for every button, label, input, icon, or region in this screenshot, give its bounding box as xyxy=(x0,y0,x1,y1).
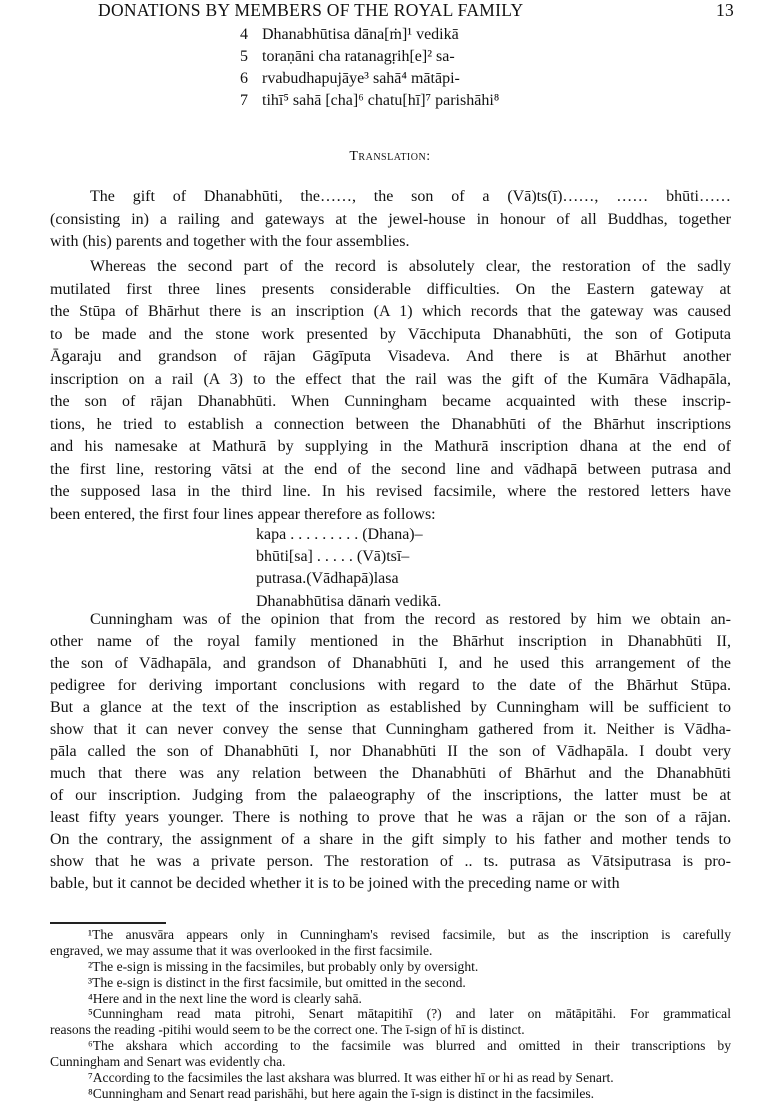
footnote-line: ¹The anusvāra appears only in Cunningham's revised facsimile, but as the inscription is carefully xyxy=(88,927,731,942)
footnote-line: ⁷According to the facsimiles the last akshara was blurred. It was either hī or hi as read by Senart. xyxy=(88,1070,614,1086)
restored-line: putrasa.(Vādhapā)lasa xyxy=(256,570,399,588)
text-line: pāla called the son of Dhanabhūti I, nor Dhanabhūti II the son of Vādhapāla. I doubt very xyxy=(50,743,731,760)
text-line: Āgaraju and grandson of rājan Gāgīputa Visadeva. And there is at Bhārhut another xyxy=(50,348,731,365)
footnote-line: ²The e-sign is missing in the facsimiles, but probably only by oversight. xyxy=(88,958,479,974)
text-line: other name of the royal family mentioned in the Bhārhut inscription in Dhanabhūti II, xyxy=(50,633,731,650)
footnote-line: ³The e-sign is distinct in the first facsimile, but omitted in the second. xyxy=(88,974,466,990)
text-line: the supposed lasa in the third line. In his revised facsimile, where the restored letters have xyxy=(50,483,731,500)
text-line: The gift of Dhanabhūti, the……, the son of a (Vā)ts(ī)……, …… bhūti…… xyxy=(90,188,731,205)
footnote-line: ⁴Here and in the next line the word is clearly sahā. xyxy=(88,990,362,1006)
running-title: DONATIONS BY MEMBERS OF THE ROYAL FAMILY xyxy=(98,0,524,20)
text-line: the Stūpa of Bhārhut there is an inscription (A 1) which records that the gateway was caused xyxy=(50,303,731,320)
inscription-line xyxy=(240,46,499,68)
text-line: But a glance at the text of the inscription as established by Cunningham will be sufficient to xyxy=(50,699,731,716)
text-line: been entered, the first four lines appear therefore as follows: xyxy=(50,505,436,523)
text-line: show that he was a private person. The restoration of .. ts. putrasa as Vātsiputrasa is pro- xyxy=(50,853,731,870)
text-line: the son of Vādhapāla, and grandson of Dhanabhūti I, and he used this arrangement of the xyxy=(50,655,731,672)
footnote-rule xyxy=(50,922,166,924)
footnotes xyxy=(50,927,731,1102)
inscription-line xyxy=(240,24,499,46)
text-line: show that it can never convey the sense that Cunningham gathered from it. Neither is Vādha- xyxy=(50,721,731,738)
restored-line: kapa . . . . . . . . . (Dhana)– xyxy=(256,526,423,543)
text-line: tions, he tried to establish a connection between the Dhanabhūti of the Bhārhut inscriptions xyxy=(50,415,731,433)
inscription-text xyxy=(240,24,499,112)
restored-line: bhūti[sa] . . . . . (Vā)tsī– xyxy=(256,548,410,566)
translation-heading: Translation: xyxy=(349,149,431,164)
text-line: much that there was any relation between the Dhanabhūti of Bhārhut and the Dhanabhūti xyxy=(50,765,731,782)
text-line: and his namesake at Mathurā by supplying in the Mathurā inscription dhana at the end of xyxy=(50,438,731,455)
inscription-line-text: Dhanabhūtisa dāna[ṁ]¹ vedikā xyxy=(262,26,459,43)
restored-lines-block xyxy=(256,524,441,613)
line-number: 7 xyxy=(240,92,248,109)
line-number: 4 xyxy=(240,26,248,43)
line-number: 5 xyxy=(240,48,248,65)
paragraph-argument xyxy=(50,609,731,895)
line-number: 6 xyxy=(240,70,248,87)
inscription-line-text: tihī⁵ sahā [cha]⁶ chatu[hī]⁷ parishāhi⁸ xyxy=(262,92,500,109)
paragraph-discussion xyxy=(50,256,731,526)
inscription-line xyxy=(240,68,499,90)
inscription-line xyxy=(240,90,499,112)
text-line: least fifty years younger. There is nothing to prove that he was a rājan or the son of a rājan. xyxy=(50,809,731,826)
footnote-line: engraved, we may assume that it was overlooked in the first facsimile. xyxy=(50,942,433,958)
text-line: bable, but it cannot be decided whether it is to be joined with the preceding name or with xyxy=(50,875,620,892)
text-line: to be made and the stone work presented by Vācchiputa Dhanabhūti, the son of Gotiputa xyxy=(50,325,731,343)
text-line: (consisting in) a railing and gateways at the jewel-house in honour of all Buddhas, together xyxy=(50,210,731,228)
text-line: the first line, restoring vātsi at the end of the second line and vādhapā between putrasa and xyxy=(50,460,731,478)
paragraph-translation xyxy=(50,186,731,254)
footnote-line: reasons the reading -pitihi would seem to be the correct one. The ī-sign of hī is distinct. xyxy=(50,1022,525,1038)
footnote-line: ⁶The akshara which according to the facsimile was blurred and omitted in their transcriptions by xyxy=(88,1038,731,1054)
footnote-line: ⁵Cunningham read mata pitrohi, Senart mātapitihī (?) and later on mātāpitāhi. For grammatical xyxy=(88,1006,731,1022)
text-line: mutilated first three lines presents considerable difficulties. On the Eastern gateway at xyxy=(50,280,731,298)
text-line: Whereas the second part of the record is absolutely clear, the restoration of the sadly xyxy=(90,258,731,275)
text-line: with (his) parents and together with the four assemblies. xyxy=(50,233,410,250)
text-line: inscription on a rail (A 3) to the effect that the rail was the gift of the Kumāra Vādhapāla, xyxy=(50,370,731,388)
restored-line: Dhanabhūtisa dānaṁ vedikā. xyxy=(256,592,442,610)
text-line: Cunningham was of the opinion that from the record as restored by him we obtain an- xyxy=(90,611,731,628)
inscription-line-text: toraṇāni cha ratanagṛih[e]² sa- xyxy=(262,48,455,65)
text-line: On the contrary, the assignment of a share in the gift simply to his father and mother tends to xyxy=(50,831,731,848)
page-number: 13 xyxy=(716,0,735,20)
inscription-line-text: rvabudhapujāye³ sahā⁴ mātāpi- xyxy=(262,70,460,87)
text-line: of our inscription. Judging from the palaeography of the inscriptions, the latter must be at xyxy=(50,787,731,804)
text-line: the son of rājan Dhanabhūti. When Cunningham became acquainted with these inscrip- xyxy=(50,393,731,410)
footnote-line: ⁸Cunningham and Senart read parishāhi, but here again the ī-sign is distinct in the facsimiles. xyxy=(88,1085,595,1101)
footnote-line: Cunningham and Senart was evidently cha. xyxy=(50,1054,286,1070)
running-head xyxy=(0,0,780,24)
text-line: pedigree for deriving important conclusions with regard to the date of the Bhārhut Stūpa. xyxy=(50,677,731,694)
